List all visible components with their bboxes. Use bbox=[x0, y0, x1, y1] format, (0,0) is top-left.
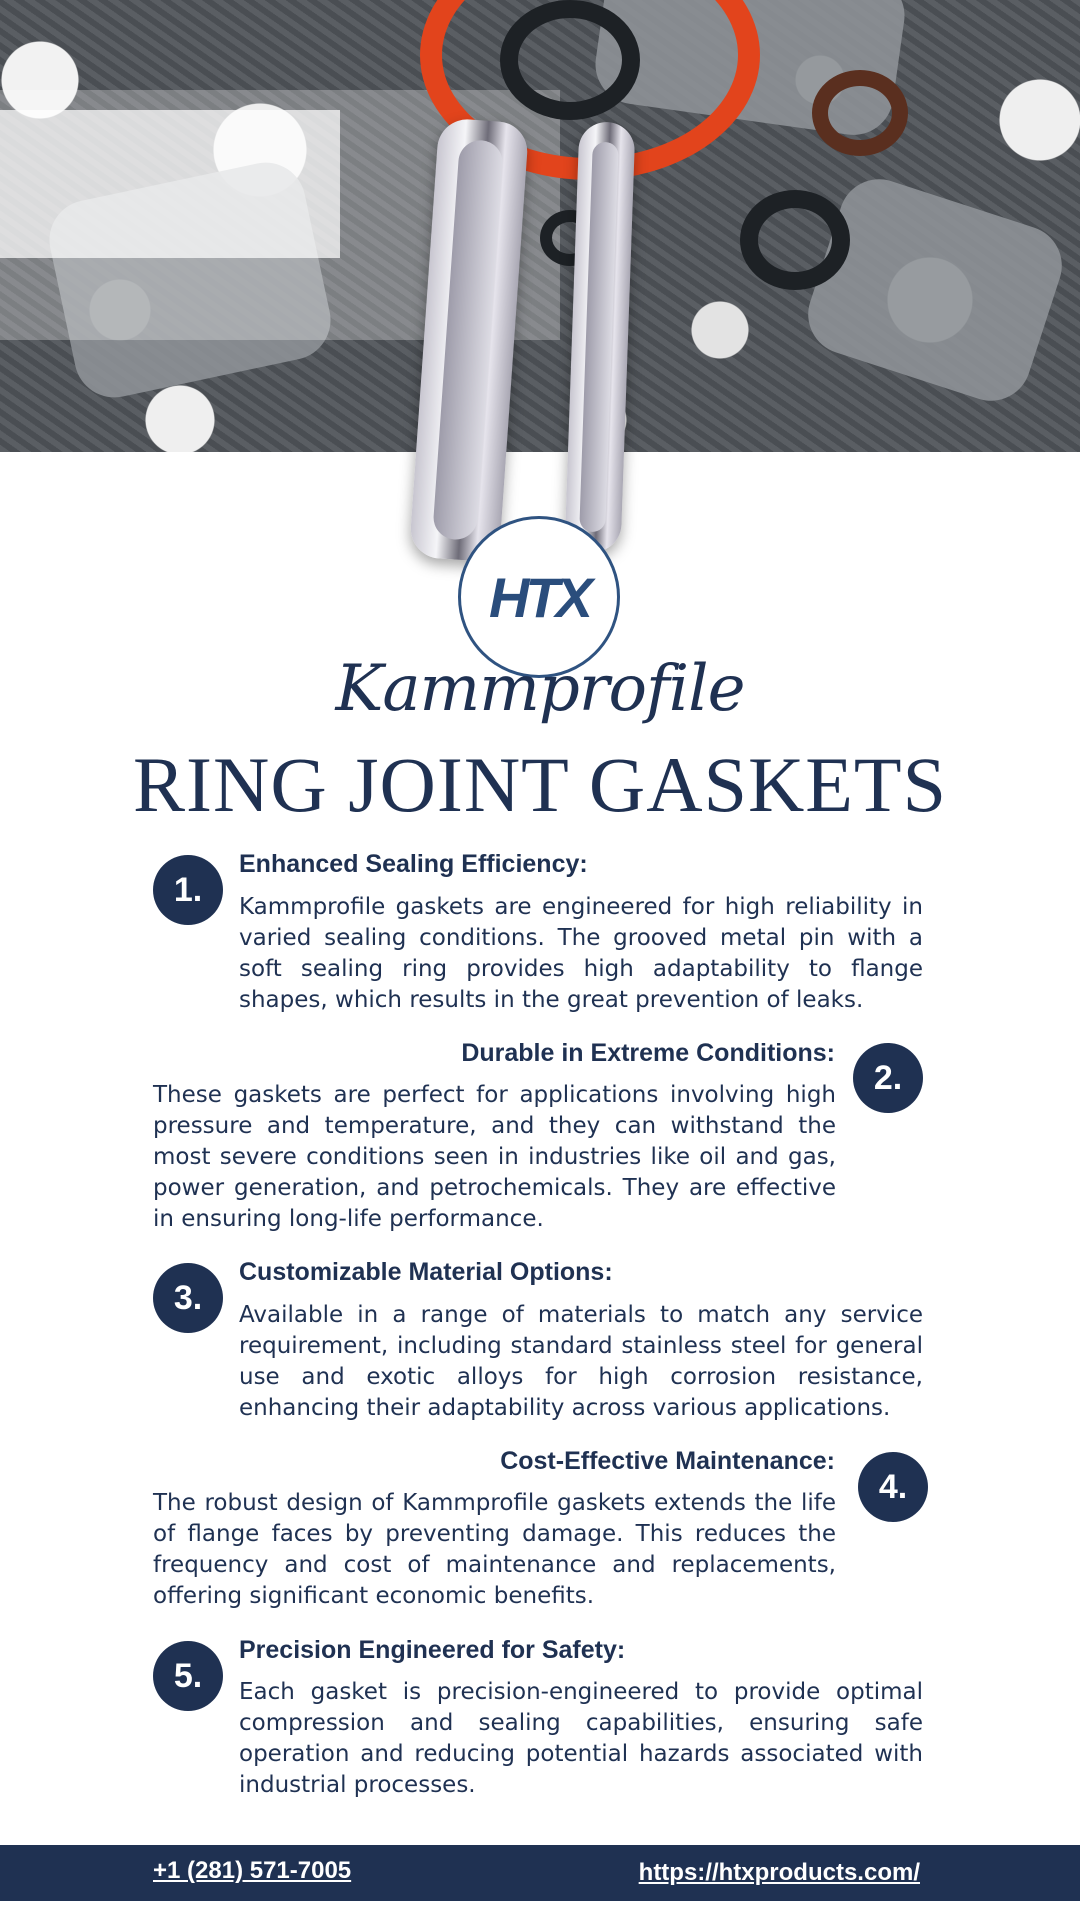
page-title: RING JOINT GASKETS bbox=[133, 741, 947, 828]
phone-link[interactable]: +1 (281) 571-7005 bbox=[153, 1857, 352, 1884]
feature-body: Kammprofile gaskets are engineered for high reliability in varied sealing conditions. The grooved metal pin with a soft sealing ring provides high adaptability to flange shapes, which results in the great prevention of leaks. bbox=[239, 894, 923, 1013]
feature-title: Precision Engineered for Safety: bbox=[239, 1636, 626, 1664]
feature-title: Customizable Material Options: bbox=[239, 1258, 613, 1286]
footer-bar bbox=[0, 1845, 1080, 1901]
feature-number-badge: 1. bbox=[153, 855, 223, 925]
feature-title: Cost-Effective Maintenance: bbox=[500, 1447, 835, 1475]
hero-gasket-photo bbox=[0, 0, 1080, 452]
oil-seal bbox=[500, 0, 640, 120]
website-link[interactable]: https://htxproducts.com/ bbox=[638, 1859, 920, 1886]
feature-body: Each gasket is precision-engineered to provide optimal compression and sealing capabilities, ensuring safe operation and reducing potential hazards associated with industrial processes. bbox=[239, 1679, 923, 1798]
feature-number-badge: 5. bbox=[153, 1641, 223, 1711]
brown-seal bbox=[812, 70, 908, 156]
feature-body: These gaskets are perfect for applications involving high pressure and temperature, and they can withstand the most severe conditions seen in industries like oil and gas, power generation, and petrochemicals. They are effective in ensuring long-life performance. bbox=[153, 1082, 836, 1232]
feature-title: Enhanced Sealing Efficiency: bbox=[239, 850, 588, 878]
logo-text: HTX bbox=[489, 565, 589, 629]
feature-number-badge: 4. bbox=[858, 1452, 928, 1522]
feature-number-badge: 2. bbox=[853, 1043, 923, 1113]
feature-title: Durable in Extreme Conditions: bbox=[461, 1039, 835, 1067]
feature-body: Available in a range of materials to match any service requirement, including standard stainless steel for general use and exotic alloys for high corrosion resistance, enhancing their adaptability across various applications. bbox=[239, 1302, 923, 1421]
feature-number-badge: 3. bbox=[153, 1263, 223, 1333]
oil-seal bbox=[740, 190, 850, 290]
overlay-panel bbox=[0, 110, 340, 258]
script-title: Kammprofile bbox=[335, 652, 745, 726]
feature-body: The robust design of Kammprofile gaskets extends the life of flange faces by preventing damage. This reduces the frequency and cost of maintenance and replacements, offering significant economic benefits. bbox=[153, 1490, 836, 1609]
